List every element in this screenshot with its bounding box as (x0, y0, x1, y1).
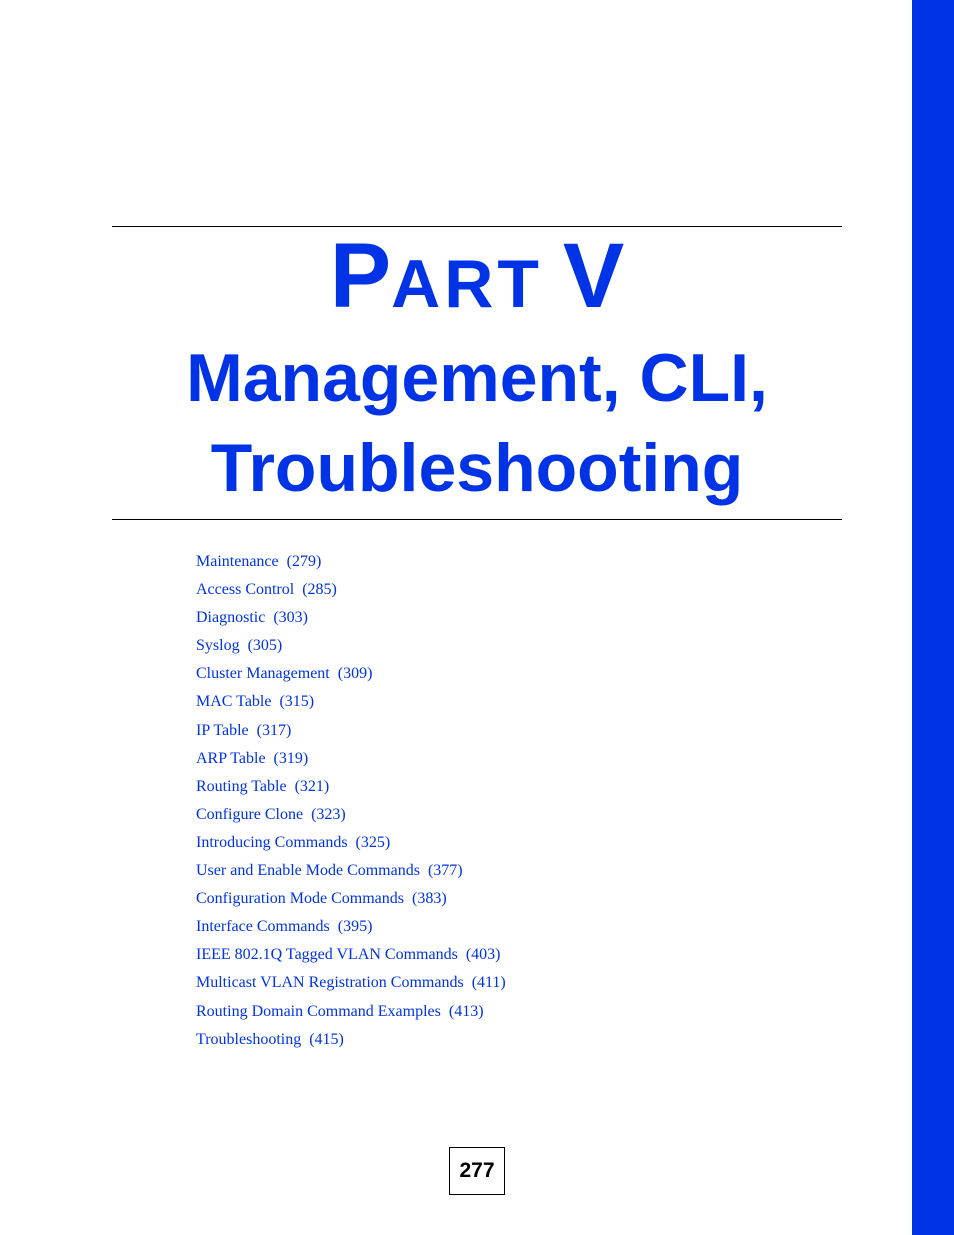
toc-entry-page: (411) (471, 974, 506, 992)
toc-entry (196, 941, 506, 969)
toc-link-ieee-8021q-tagged-vlan-commands[interactable] (196, 946, 500, 963)
toc-entry-page: (325) (355, 833, 391, 851)
toc-entry (196, 576, 506, 604)
toc-entry (196, 969, 506, 997)
bottom-divider (112, 519, 842, 520)
toc-link-introducing-commands[interactable] (196, 834, 390, 851)
toc-link-mac-table[interactable] (196, 693, 314, 710)
toc-link-routing-table[interactable] (196, 778, 329, 795)
toc-entry-page: (413) (448, 1002, 484, 1020)
toc-entry-page: (279) (286, 553, 322, 570)
page-number: 277 (449, 1147, 505, 1195)
toc-entry-page: (309) (337, 665, 373, 683)
toc-link-multicast-vlan-registration-commands[interactable] (196, 974, 506, 991)
toc-entry-title: Routing Domain Command Examples (196, 1002, 441, 1020)
toc-entry (196, 717, 506, 745)
toc-entry-page: (319) (273, 749, 309, 767)
toc-entry (196, 801, 506, 829)
toc-entry-title: Maintenance (196, 553, 279, 570)
toc-link-syslog[interactable] (196, 637, 282, 654)
toc-entry-page: (303) (273, 609, 308, 627)
toc-entry-title: Interface Commands (196, 918, 330, 936)
part-heading (112, 226, 842, 326)
toc-entry (196, 913, 506, 941)
toc-link-interface-commands[interactable] (196, 918, 372, 935)
toc-entry (196, 688, 506, 716)
toc-entry (196, 1026, 506, 1054)
toc-entry-page: (395) (337, 918, 373, 936)
part-heading-initial: P (329, 225, 392, 327)
toc-entry-title: IP Table (196, 721, 249, 739)
toc-entry-page: (403) (465, 946, 501, 964)
toc-entry (196, 745, 506, 773)
toc-entry-title: Syslog (196, 637, 240, 655)
part-title (112, 333, 842, 513)
toc-link-maintenance[interactable] (196, 553, 321, 570)
toc-entry (196, 857, 506, 885)
toc-link-troubleshooting[interactable] (196, 1031, 344, 1048)
toc-entry-title: User and Enable Mode Commands (196, 862, 420, 880)
toc-entry-title: Introducing Commands (196, 833, 348, 851)
toc-entry (196, 829, 506, 857)
part-heading-rest: ART (391, 246, 543, 322)
toc-entry (196, 660, 506, 688)
toc-entry-title: Configure Clone (196, 805, 304, 823)
part-number: V (562, 225, 625, 327)
toc-entry-title: Diagnostic (196, 609, 266, 627)
toc-entry-page: (305) (247, 637, 283, 655)
toc-entry (196, 604, 506, 632)
part-title-line-1: Management, CLI, (186, 340, 768, 416)
toc-link-configure-clone[interactable] (196, 806, 346, 823)
toc-entry (196, 885, 506, 913)
toc-entry-page: (377) (427, 862, 463, 880)
toc-entry-title: Access Control (196, 581, 295, 599)
table-of-contents (196, 548, 506, 1054)
toc-entry-title: Configuration Mode Commands (196, 890, 404, 908)
toc-entry-title: ARP Table (196, 749, 266, 767)
toc-link-cluster-management[interactable] (196, 665, 372, 682)
toc-entry-page: (285) (302, 581, 337, 599)
toc-link-arp-table[interactable] (196, 750, 308, 767)
toc-entry-title: Multicast VLAN Registration Commands (196, 974, 464, 992)
toc-entry-title: IEEE 802.1Q Tagged VLAN Commands (196, 946, 458, 964)
toc-entry-title: Troubleshooting (196, 1030, 302, 1048)
toc-entry-title: MAC Table (196, 693, 272, 711)
toc-entry-title: Routing Table (196, 777, 287, 795)
toc-link-access-control[interactable] (196, 581, 337, 598)
toc-link-user-and-enable-mode-commands[interactable] (196, 862, 463, 879)
toc-entry (196, 773, 506, 801)
toc-link-routing-domain-command-examples[interactable] (196, 1003, 484, 1020)
toc-entry (196, 548, 506, 576)
toc-entry-page: (323) (311, 805, 346, 823)
part-title-line-2: Troubleshooting (210, 430, 744, 506)
toc-link-configuration-mode-commands[interactable] (196, 890, 447, 907)
toc-link-ip-table[interactable] (196, 722, 291, 739)
toc-entry-page: (321) (294, 777, 330, 795)
toc-entry (196, 998, 506, 1026)
toc-entry-title: Cluster Management (196, 665, 330, 683)
toc-entry (196, 632, 506, 660)
toc-entry-page: (383) (411, 890, 447, 908)
toc-entry-page: (315) (279, 693, 315, 711)
toc-link-diagnostic[interactable] (196, 609, 308, 626)
chapter-side-tab (912, 0, 954, 1235)
toc-entry-page: (317) (256, 721, 292, 739)
toc-entry-page: (415) (309, 1030, 344, 1048)
